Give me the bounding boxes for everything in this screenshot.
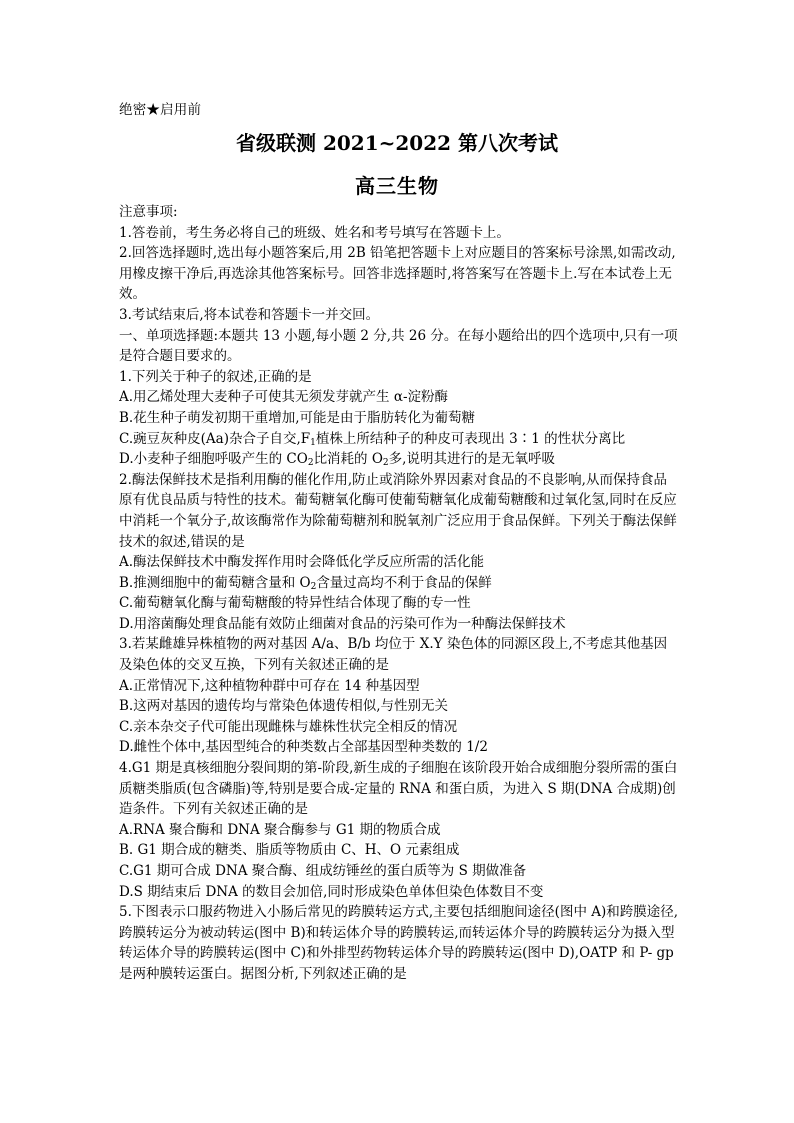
exam-title: 省级联测 2021~2022 第八次考试 — [235, 131, 558, 155]
notice-item-3: 3.考试结束后,将本试卷和答题卡一并交回。 — [119, 306, 380, 323]
question-3-option-c: C.亲本杂交子代可能出现雌株与雄株性状完全相反的情况 — [119, 718, 458, 735]
question-4-option-a: A.RNA 聚合酶和 DNA 聚合酶参与 G1 期的物质合成 — [119, 821, 441, 838]
question-1-option-b: B.花生种子萌发初期干重增加,可能是由于脂肪转化为葡萄糖 — [119, 409, 476, 426]
option-text: 含量过高均不利于食品的保鲜 — [316, 574, 492, 591]
question-2-option-d: D.用溶菌酶处理食品能有效防止细菌对食品的污染可作为一种酶法保鲜技术 — [119, 615, 566, 632]
question-4-option-d: D.S 期结束后 DNA 的数目会加倍,同时形成染色单体但染色体数目不变 — [119, 883, 544, 900]
subscript: 2 — [307, 458, 314, 469]
question-2-option-c: C.葡萄糖氧化酶与葡萄糖酸的特异性结合体现了酶的专一性 — [119, 595, 471, 612]
question-3-option-d: D.雌性个体中,基因型纯合的种类数占全部基因型种类数的 1/2 — [119, 739, 488, 756]
question-1-option-a: A.用乙烯处理大麦种子可使其无须发芽就产生 α-淀粉酶 — [119, 389, 449, 406]
question-2-option-b — [119, 573, 679, 594]
question-1-option-c — [119, 429, 679, 450]
question-4-option-b: B. G1 期合成的糖类、脂质等物质由 C、H、O 元素组成 — [119, 842, 460, 859]
option-text: 植株上所结种子的种皮可表现出 3∶1 的性状分离比 — [315, 430, 626, 447]
option-text: 比消耗的 O — [313, 451, 383, 468]
secret-label: 绝密★启用前 — [119, 102, 202, 118]
option-text: 多,说明其进行的是无氧呼吸 — [388, 451, 555, 468]
question-4-option-c: C.G1 期可合成 DNA 聚合酶、组成纺锤丝的蛋白质等为 S 期做准备 — [119, 863, 527, 879]
question-3-option-b: B.这两对基因的遗传均与常染色体遗传相似,与性别无关 — [119, 698, 449, 715]
question-2-option-a: A.酶法保鲜技术中酶发挥作用时会降低化学反应所需的活化能 — [119, 554, 485, 571]
question-4-stem: 4.G1 期是真核细胞分裂间期的第-阶段,新生成的子细胞在该阶段开始合成细胞分裂所需的蛋白质糖类脂质(包含磷脂)等,特别是要合成-定量的 RNA 和蛋白质，为进入 S 期(DNA 合成期)创造条件。下列有关叙述正确的是 — [119, 760, 678, 818]
exam-body — [119, 202, 679, 985]
notice-heading: 注意事项: — [119, 204, 178, 220]
question-5-stem: 5.下图表示口服药物进入小肠后常见的跨膜转运方式,主要包括细胞间途径(图中 A)和跨膜途径,跨膜转运分为被动转运(图中 B)和转运体介导的跨膜转运,而转运体介导的跨膜转运分为摄入型转运体介导的跨膜转运(图中 C)和外排型药物转运体介导的跨膜转运(图中 D),OATP 和 P- gp 是两种膜转运蛋白。据图分析,下列叙述正确的是 — [119, 904, 679, 982]
question-1-stem: 1.下列关于种子的叙述,正确的是 — [119, 368, 312, 385]
question-2-stem: 2.酶法保鲜技术是指利用酶的催化作用,防止或消除外界因素对食品的不良影响,从而保持食品原有优良品质与特性的技术。葡萄糖氧化酶可使葡萄糖氧化成葡萄糖酸和过氧化氢,同时在反应中消耗一个氧分子,故该酶常作为除葡萄糖剂和脱氧剂广泛应用于食品保鲜。下列关于酶法保鲜技术的叙述,错误的是 — [119, 471, 677, 550]
question-3-stem: 3.若某雌雄异株植物的两对基因 A/a、B/b 均位于 X.Y 染色体的同源区段上,不考虑其他基因及染色体的交叉互换，下列有关叙述正确的是 — [119, 636, 668, 674]
subscript: 2 — [310, 581, 317, 592]
section-heading: 一、单项选择题:本题共 13 小题,每小题 2 分,共 26 分。在每小题给出的四个选项中,只有一项是符合题目要求的。 — [119, 327, 678, 365]
option-text: D.小麦种子细胞呼吸产生的 CO — [119, 451, 308, 468]
question-1-option-d — [119, 449, 679, 470]
subject-title: 高三生物 — [355, 174, 439, 198]
notice-item-1: 1.答卷前，考生务必将自己的班级、姓名和考号填写在答题卡上。 — [119, 224, 510, 241]
subscript: 2 — [382, 458, 389, 469]
notice-item-2: 2.回答选择题时,选出每小题答案后,用 2B 铅笔把答题卡上对应题目的答案标号涂黑,如需改动,用橡皮擦干净后,再选涂其他答案标号。回答非选择题时,将答案写在答题卡上.写在本试卷上无效。 — [119, 245, 676, 303]
option-text: B.推测细胞中的葡萄糖含量和 O — [119, 574, 311, 591]
subscript: 1 — [310, 437, 316, 448]
option-text: C.豌豆灰种皮(Aa)杂合子自交,F — [119, 430, 311, 447]
question-3-option-a: A.正常情况下,这种植物种群中可存在 14 种基因型 — [119, 677, 420, 694]
